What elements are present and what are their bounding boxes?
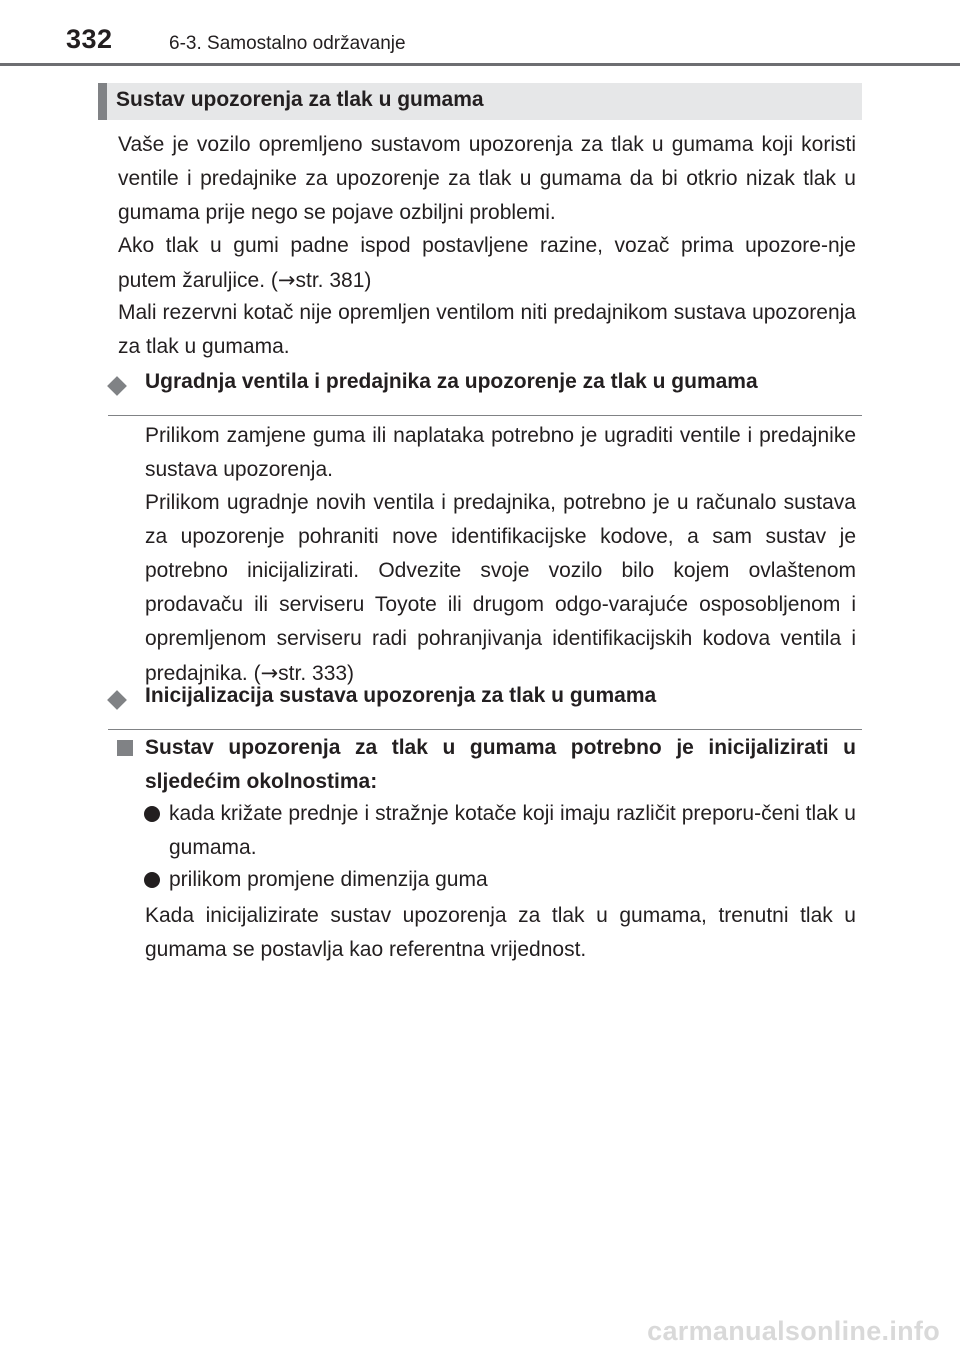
diamond-icon (107, 376, 127, 396)
section-title: Sustav upozorenja za tlak u gumama (116, 88, 484, 111)
install-paragraph-2 (145, 486, 856, 691)
page-header (0, 0, 960, 66)
subsection-heading-initialization-text: Inicijalizacija sustava upozorenja za tlak u gumama (145, 684, 657, 707)
intro-paragraph-2-text: Ako tlak u gumi padne ispod postavljene razine, vozač prima upozore-nje putem žaruljice. ( (118, 234, 856, 292)
initialization-condition-heading: Sustav upozorenja za tlak u gumama potrebno je inicijalizirati u sljedećim okolnostima: (145, 736, 856, 793)
header-divider (0, 63, 960, 66)
subsection-heading-initialization (108, 684, 862, 730)
page-reference-link[interactable]: str. 381) (295, 269, 372, 292)
footer-watermark: carmanualsonline.info (647, 1316, 940, 1346)
square-bullet-icon (117, 740, 133, 756)
section-path: 6-3. Samostalno održavanje (169, 33, 406, 54)
section-title-accent-bar (98, 83, 107, 120)
section-title-box (98, 83, 862, 120)
subsection-heading-install-text: Ugradnja ventila i predajnika za upozorenje za tlak u gumama (145, 370, 758, 393)
circle-bullet-icon (144, 806, 160, 822)
page-reference-link[interactable]: str. 333) (278, 662, 355, 685)
intro-paragraph-2 (118, 229, 856, 298)
initialization-closing-paragraph: Kada inicijalizirate sustav upozorenja za tlak u gumama, trenutni tlak u gumama se postavlja kao referentna vrijednost. (145, 904, 856, 961)
right-arrow-icon: → (260, 661, 279, 685)
page-number: 332 (66, 24, 113, 54)
subsection-heading-install (108, 370, 862, 416)
install-paragraph-1: Prilikom zamjene guma ili naplataka potrebno je ugraditi ventile i predajnike sustava upozorenja. (145, 424, 856, 481)
install-paragraph-2-text: Prilikom ugradnje novih ventila i predajnika, potrebno je u računalo sustava za upozorenje pohraniti nove identifikacijske kodove, a sam sustav je potrebno inicijalizirati. Odvezite svoje vozilo bilo kojem ovlaštenom prodavaču ili serviseru Toyote ili drugom odgo-varajuće osposobljenom i opremljenom serviseru radi pohranjivanja identifikacijskih kodova ventila i predajnika. ( (145, 491, 856, 685)
diamond-icon (107, 690, 127, 710)
intro-paragraph-3: Mali rezervni kotač nije opremljen ventilom niti predajnikom sustava upozorenja za tlak u gumama. (118, 301, 856, 358)
list-item: prilikom promjene dimenzija guma (169, 868, 488, 891)
list-item: kada križate prednje i stražnje kotače koji imaju različit preporu-čeni tlak u gumama. (169, 802, 856, 859)
circle-bullet-icon (144, 872, 160, 888)
right-arrow-icon: → (277, 268, 296, 292)
intro-paragraph-1: Vaše je vozilo opremljeno sustavom upozorenja za tlak u gumama koji koristi ventile i predajnike za upozorenje za tlak u gumama da bi otkrio nizak tlak u gumama prije nego se pojave ozbiljni problemi. (118, 133, 856, 224)
